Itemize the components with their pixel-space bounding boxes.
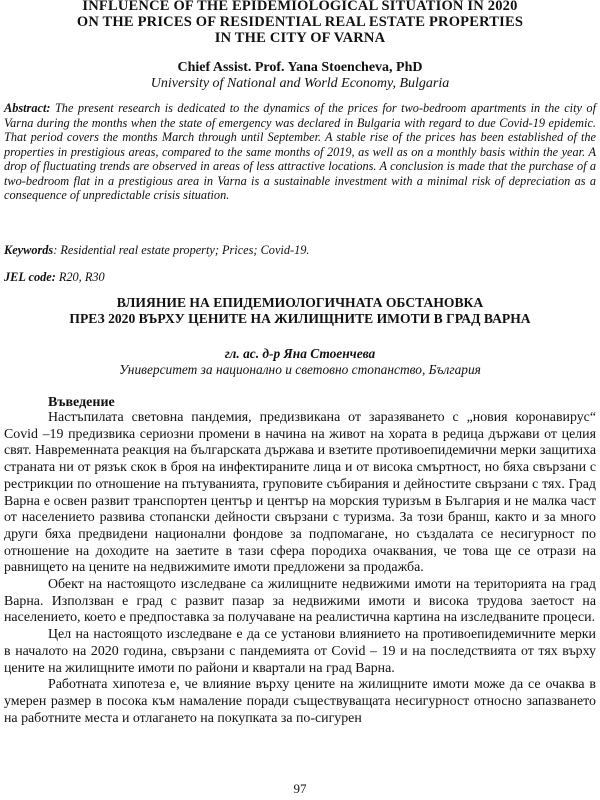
- body-paragraph: Обект на настоящото изследване са жилищните недвижими имоти на територията на град Варна. Използван е град с развит пазар за недвижими имоти и висока трудова заетост на населението, което е предпоставка за получаване на реалистична картина на изследваните процеси.: [4, 577, 596, 626]
- english-title-line: INFLUENCE OF THE EPIDEMIOLOGICAL SITUATION IN 2020: [82, 0, 518, 14]
- english-author-block: [0, 60, 600, 92]
- bulgarian-title-line: ПРЕЗ 2020 ВЪРХУ ЦЕНИТЕ НА ЖИЛИЩНИТЕ ИМОТИ В ГРАД ВАРНА: [69, 311, 531, 326]
- jel-label: JEL code:: [4, 270, 56, 284]
- bulgarian-title-line: ВЛИЯНИЕ НА ЕПИДЕМИОЛОГИЧНАТА ОБСТАНОВКА: [116, 295, 484, 310]
- bulgarian-title: [0, 295, 600, 327]
- english-author-name: Chief Assist. Prof. Yana Stoencheva, PhD: [177, 60, 423, 75]
- bulgarian-author-block: [0, 346, 600, 378]
- abstract-label: Abstract:: [4, 101, 51, 115]
- page-number: 97: [293, 781, 307, 796]
- english-title-line: ON THE PRICES OF RESIDENTIAL REAL ESTATE PROPERTIES: [76, 14, 524, 30]
- english-title-line: IN THE CITY OF VARNA: [214, 30, 386, 46]
- introduction-body: [4, 410, 596, 727]
- jel-text: R20, R30: [55, 270, 105, 284]
- keywords: [4, 243, 596, 257]
- body-paragraph: Настъпилата световна пандемия, предизвикана от заразяването с „новия коронавирус“ Covid –19 предизвика сериозни промени в начина на живот на хората в редица държави от целия свят. Навременната реакция на българската държава и взетите противоепидемични мерки защитиха страната ни от рязък скок в броя на инфектираните лица и от висока смъртност, но бяха свързани с рестрикции по отношение на пътуванията, груповите събирания и дейностите свързани с тях. Град Варна е освен развит транспортен център и център на морския туризъм в България и не малка част от населението развива стопански дейности свързани с туризма. За този бранш, както и за много други бяха предвидени национални фондове за подпомагане, но създалата се несигурност по отношение на доходите на заетите в тази сфера породиха очаквания, че това ще се отрази на равнището на цените на недвижимите имоти предложени за продажба.: [4, 410, 596, 576]
- bulgarian-author-name: гл. ас. д-р Яна Стоенчева: [224, 346, 376, 361]
- body-paragraph: Работната хипотеза е, че влияние върху цените на жилищните имоти може да се очаква в умерен размер в посока към намаление поради съществуващата несигурност относно запазването на работните места и отлагането на покупката за по-сигурен: [4, 677, 596, 726]
- english-author-affiliation: University of National and World Economy, Bulgaria: [150, 76, 450, 91]
- abstract: [4, 101, 596, 203]
- keywords-label: Keywords: [4, 243, 54, 257]
- abstract-text: The present research is dedicated to the dynamics of the prices for two-bedroom apartments in the city of Varna during the months when the state of emergency was declared in Bulgaria with regard to due Covid-19 epidemic. That period covers the months March through until September. A stable rise of the prices has been established of the properties in prestigious areas, compared to the same months of 2019, as well as on a monthly basis within the year. A drop of fluctuating trends are observed in areas of less attractive locations. A conclusion is made that the purchase of a two-bedroom flat in a prestigious area in Varna is a sustainable investment with a minimal risk of depreciation as a consequence of unpredictable crisis situation.: [4, 101, 597, 203]
- jel-code: [4, 270, 596, 284]
- section-heading-introduction: Въведение: [48, 395, 115, 410]
- body-paragraph: Цел на настоящото изследване е да се установи влиянието на противоепидемичните мерки в началото на 2020 година, свързани с пандемията от Covid – 19 и на последствията от тях върху цените на жилищните имоти по райони и квартали на град Варна.: [4, 627, 596, 676]
- english-title: [0, 0, 600, 46]
- bulgarian-author-affiliation: Университет за национално и световно стопанство, България: [119, 362, 481, 377]
- keywords-text: : Residential real estate property; Prices; Covid-19.: [53, 243, 310, 257]
